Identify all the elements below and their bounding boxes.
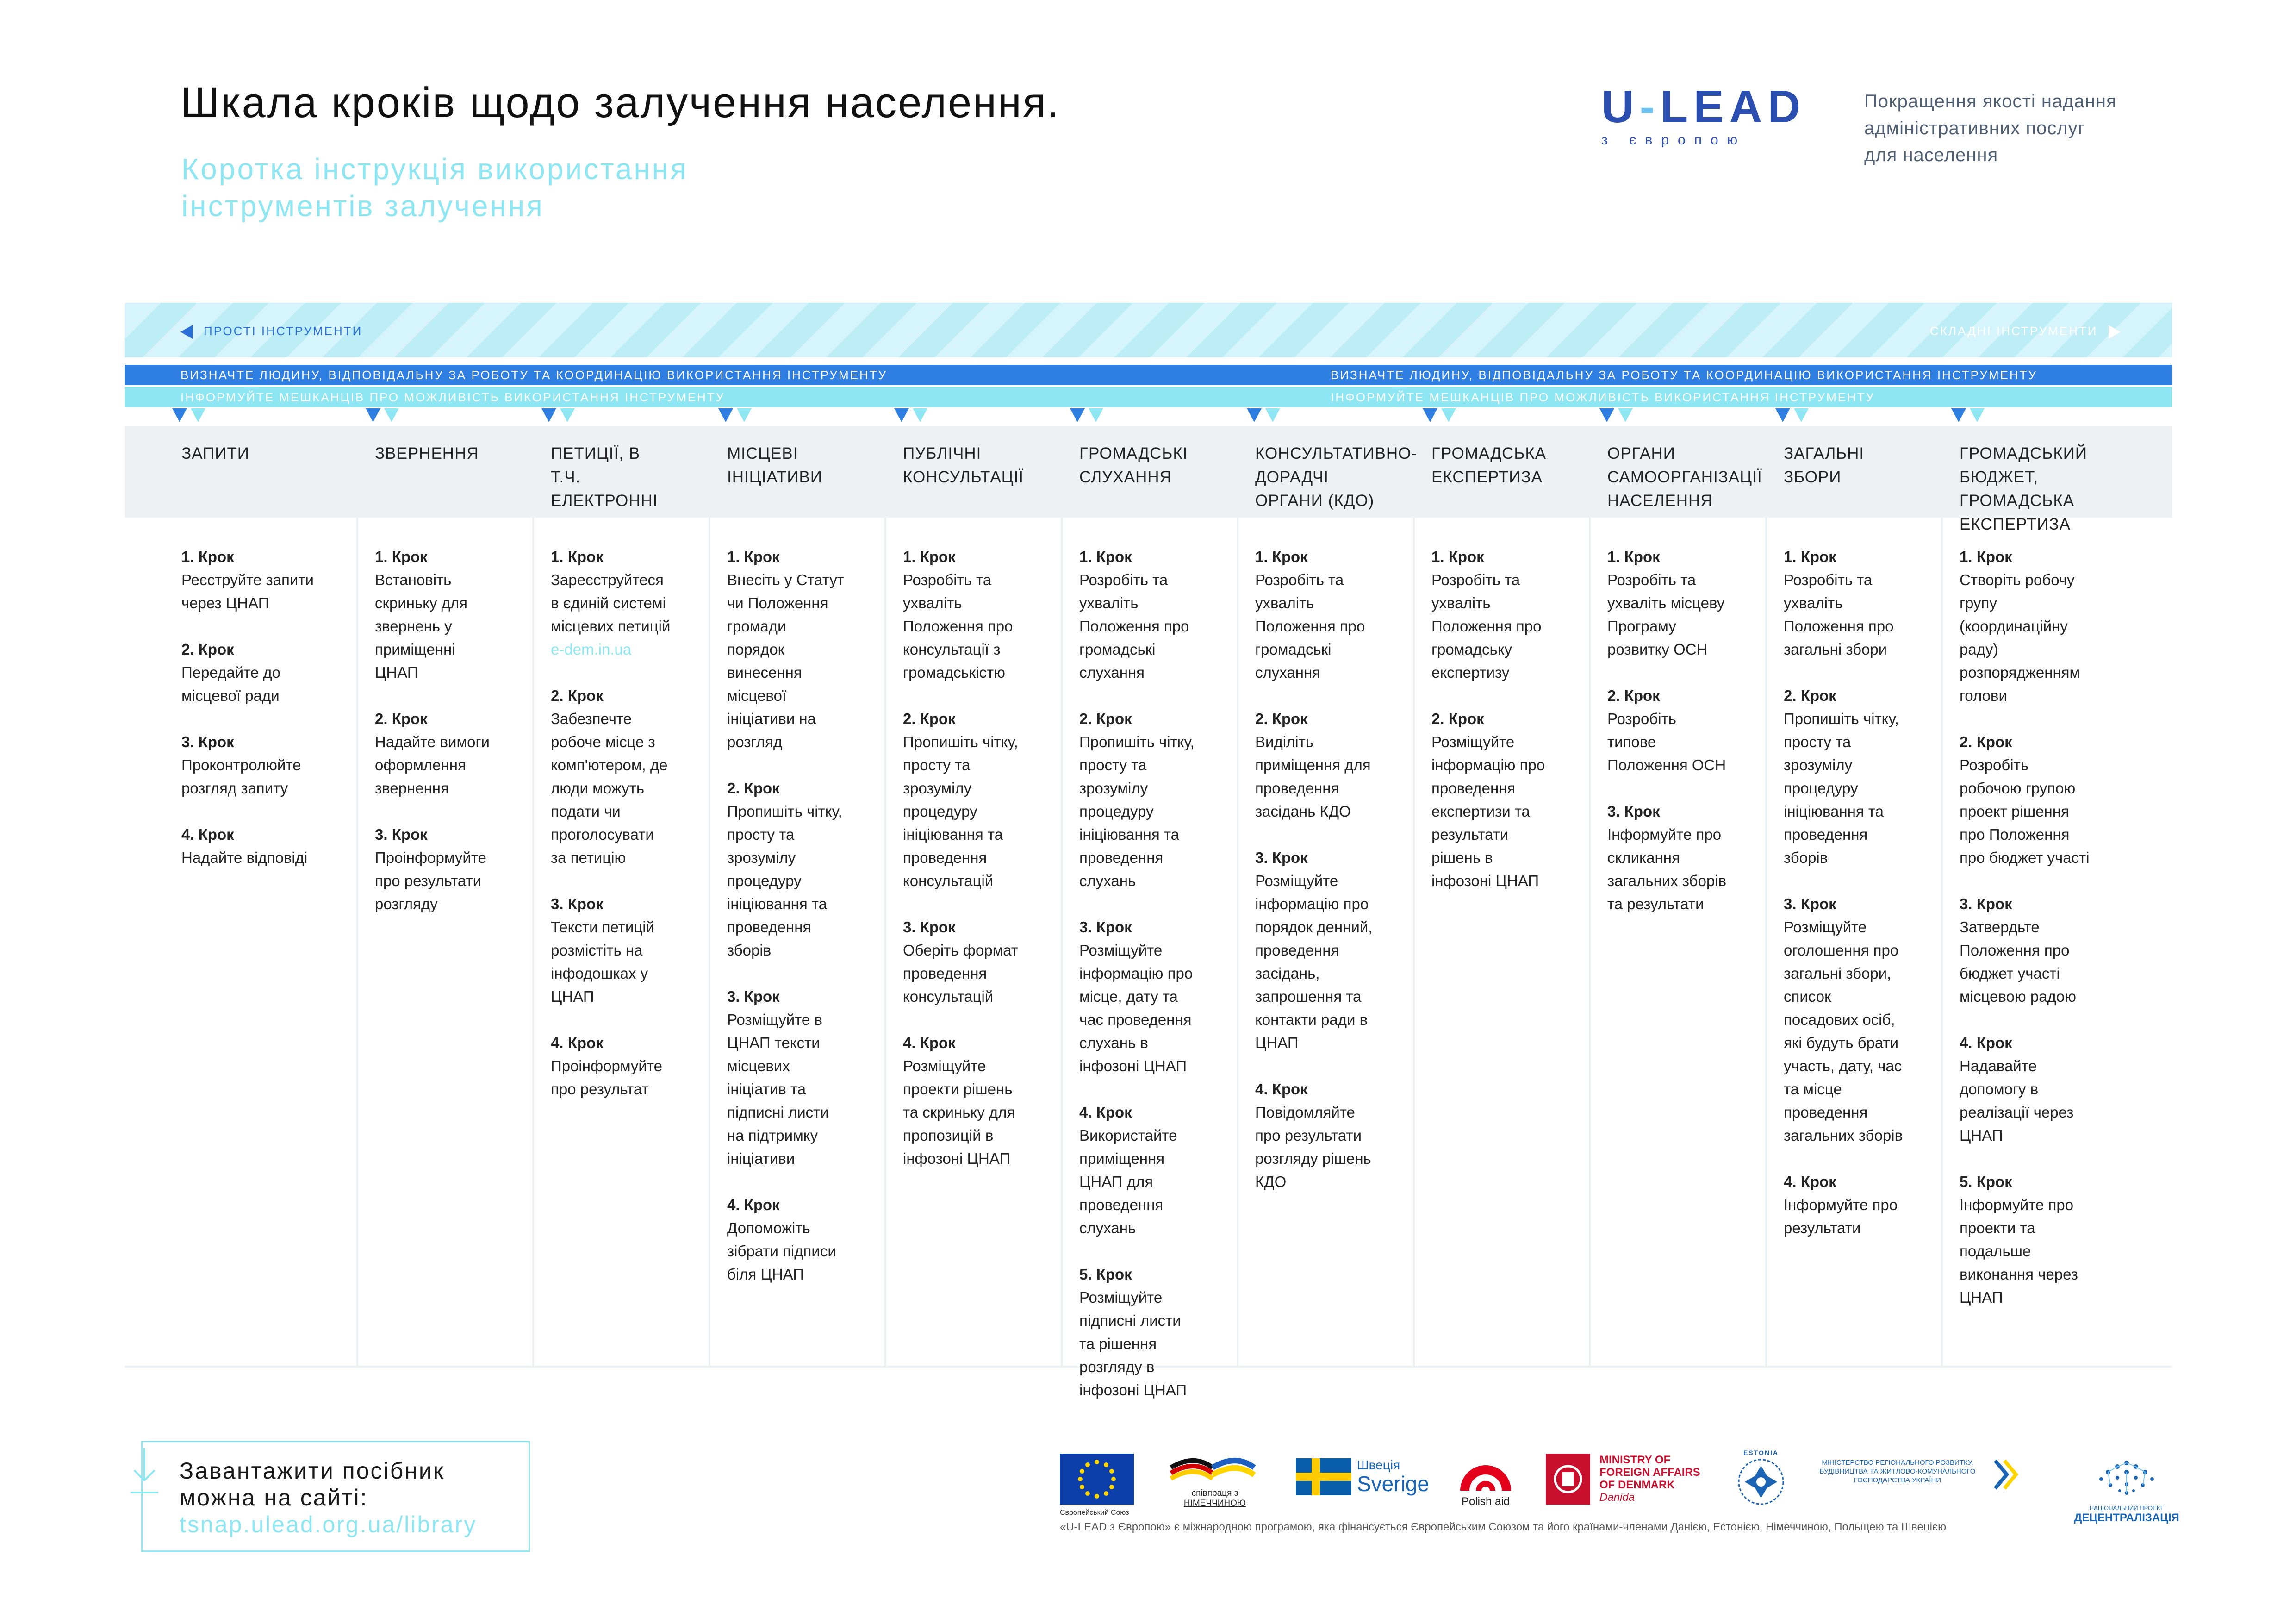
marker-blue: [172, 408, 187, 422]
ulead-logo-sub: з європою: [1601, 132, 1747, 148]
step: 1. Крок Зареєструйтеся в єдиній системі місцевих петицій e-dem.in.ua: [551, 548, 671, 658]
estonia-logo: ESTONIA: [1731, 1449, 1791, 1507]
marker-blue: [1247, 408, 1262, 422]
sweden-logo: Швеція Sverige: [1296, 1458, 1435, 1495]
marker-blue: [1423, 408, 1437, 422]
step: 4. Крок Використайте приміщення ЦНАП для проведення слухань: [1079, 1104, 1177, 1237]
step: 3. Крок Інформуйте про скликання загальних зборів та результати: [1607, 803, 1727, 912]
step: 1. Крок Розробіть та ухваліть Положення про загальні збори: [1784, 548, 1894, 658]
download-text: Завантажити посібник можна на сайті:: [180, 1458, 445, 1511]
step: 3. Крок Затвердьте Положення про бюджет участі місцевою радою: [1960, 895, 2076, 1005]
step: 4. Крок Надавайте допомогу в реалізації через ЦНАП: [1960, 1034, 2074, 1144]
step: 2. Крок Пропишіть чітку, просту та зрозумілу процедуру ініціювання та проведення слухань: [1079, 710, 1195, 889]
column-header: ГРОМАДСЬКА ЕКСПЕРТИЗА: [1431, 444, 1547, 486]
marker-blue: [1951, 408, 1966, 422]
step: 3. Крок Проінформуйте про результати розгляду: [375, 826, 486, 912]
step: 1. Крок Розробіть та ухваліть Положення про громадські слухання: [1079, 548, 1189, 681]
tool-column-petitions: [494, 426, 670, 1366]
tool-column-general-meetings: [1727, 426, 1903, 1366]
step: 4. Крок Надайте відповіді: [181, 826, 308, 866]
complexity-scale-band: [125, 303, 2172, 357]
marker-cyan: [1089, 408, 1103, 422]
edem-link[interactable]: e-dem.in.ua: [551, 641, 632, 658]
inform-residents-bar: [125, 387, 2172, 407]
column-header: ПУБЛІЧНІ КОНСУЛЬТАЦІЇ: [903, 444, 1024, 486]
step: 4. Крок Розміщуйте проекти рішень та скриньку для пропозицій в інфозоні ЦНАП: [903, 1034, 1015, 1167]
step: 2. Крок Передайте до місцевої ради: [181, 641, 280, 704]
step: 3. Крок Розміщуйте оголошення про загальні збори, список посадових осіб, які будуть брати участь, дату, час та місце проведення загальних зборів: [1784, 895, 1903, 1144]
arrow-left-icon: [180, 325, 193, 339]
step: 3. Крок Розміщуйте в ЦНАП тексти місцевих ініціатив та підписні листи на підтримку ініціативи: [727, 988, 829, 1167]
column-header: ГРОМАДСЬКІ СЛУХАННЯ: [1079, 444, 1188, 486]
step: 2. Крок Пропишіть чітку, просту та зрозумілу процедуру ініціювання та проведення консультацій: [903, 710, 1018, 889]
step: 2. Крок Забезпечте робоче місце з комп'ютером, де люди можуть подати чи проголосувати за петицію: [551, 687, 668, 866]
step: 1. Крок Створіть робочу групу (координаційну раду) розпорядженням голови: [1960, 548, 2080, 704]
step: 1. Крок Встановіть скриньку для звернень у приміщенні ЦНАП: [375, 548, 467, 681]
step: 4. Крок Допоможіть зібрати підписи біля ЦНАП: [727, 1196, 836, 1283]
page-subtitle: Коротка інструкція використання інструментів залучення: [181, 152, 688, 223]
polish-aid-logo: Polish aid: [1456, 1454, 1516, 1508]
eu-logo: Європейський Союз: [1060, 1454, 1136, 1517]
step: 2. Крок Розміщуйте інформацію про проведення експертизи та результати рішень в інфозоні ЦНАП: [1431, 710, 1545, 889]
step: 3. Крок Проконтролюйте розгляд запиту: [181, 733, 301, 797]
column-header: ЗАПИТИ: [125, 426, 356, 518]
marker-cyan: [191, 408, 205, 422]
column-header: КОНСУЛЬТАТИВНО-ДОРАДЧІ ОРГАНИ (КДО): [1255, 444, 1417, 510]
inform-residents-text-left: ІНФОРМУЙТЕ МЕШКАНЦІВ ПРО МОЖЛИВІСТЬ ВИКОРИСТАННЯ ІНСТРУМЕНТУ: [180, 390, 725, 404]
step: 2. Крок Виділіть приміщення для проведення засідань КДО: [1255, 710, 1371, 820]
marker-cyan: [1618, 408, 1633, 422]
step: 3. Крок Оберіть формат проведення консультацій: [903, 918, 1018, 1005]
marker-blue: [894, 408, 909, 422]
step: 4. Крок Інформуйте про результати: [1784, 1173, 1898, 1237]
column-header: ГРОМАДСЬКИЙ БЮДЖЕТ, ГРОМАДСЬКА ЕКСПЕРТИЗА: [1960, 444, 2088, 533]
column-header: ЗАГАЛЬНІ ЗБОРИ: [1784, 444, 1865, 486]
step: 2. Крок Розробіть типове Положення ОСН: [1607, 687, 1726, 774]
footer-note: «U-LEAD з Європою» є міжнародною програмою, яка фінансується Європейським Союзом та його країнами-членами Данією, Естонією, Німеччиною, Польщею та Швецією: [1060, 1521, 1947, 1533]
marker-blue: [366, 408, 380, 422]
responsible-person-text-left: ВИЗНАЧТЕ ЛЮДИНУ, ВІДПОВІДАЛЬНУ ЗА РОБОТУ ТА КООРДИНАЦІЮ ВИКОРИСТАННЯ ІНСТРУМЕНТУ: [180, 368, 888, 382]
page-title: Шкала кроків щодо залучення населення.: [180, 79, 1061, 126]
step: 3. Крок Розміщуйте інформацію про місце, дату та час проведення слухань в інфозоні ЦНАП: [1079, 918, 1193, 1074]
arrow-right-icon: [2109, 325, 2121, 339]
tool-column-local-initiatives: [671, 426, 846, 1366]
ministry-regional-dev-logo: МІНІСТЕРСТВО РЕГІОНАЛЬНОГО РОЗВИТКУ, БУДІВНИЦТВА ТА ЖИТЛОВО-КОМУНАЛЬНОГО ГОСПОДАРСТВА УКРАЇНИ: [1805, 1458, 2022, 1491]
step: 1. Крок Розробіть та ухваліть Положення про громадську експертизу: [1431, 548, 1542, 681]
marker-cyan: [1970, 408, 1985, 422]
marker-cyan: [384, 408, 399, 422]
germany-cooperation-logo: співпраця з НІМЕЧЧИНОЮ: [1166, 1454, 1263, 1509]
step: 2. Крок Пропишіть чітку, просту та зрозумілу процедуру ініціювання та проведення зборів: [1784, 687, 1899, 866]
step: 1. Крок Розробіть та ухваліть місцеву Програму розвитку ОСН: [1607, 548, 1725, 658]
column-header: ПЕТИЦІЇ, В Т.Ч. ЕЛЕКТРОННІ: [551, 444, 658, 510]
step: 5. Крок Розміщуйте підписні листи та рішення розгляду в інфозоні ЦНАП: [1079, 1266, 1187, 1399]
download-link[interactable]: tsnap.ulead.org.ua/library: [180, 1512, 477, 1537]
tool-column-public-expertise: [1375, 426, 1551, 1366]
step: 4. Крок Проінформуйте про результат: [551, 1034, 662, 1098]
column-header: ЗВЕРНЕННЯ: [375, 444, 479, 462]
marker-blue: [1070, 408, 1085, 422]
step: 3. Крок Розміщуйте інформацію про порядок денний, проведення засідань, запрошення та контакти ради в ЦНАП: [1255, 849, 1373, 1051]
column-header: ОРГАНИ САМООРГАНІЗАЦІЇ НАСЕЛЕННЯ: [1607, 444, 1762, 510]
denmark-mfa-logo: MINISTRY OF FOREIGN AFFAIRS OF DENMARK Danida: [1546, 1454, 1722, 1505]
decentralization-logo: НАЦІОНАЛЬНИЙ ПРОЕКТ ДЕЦЕНТРАЛІЗАЦІЯ: [2069, 1454, 2184, 1524]
tool-column-public-consultations: [846, 426, 1022, 1366]
responsible-person-text-right: ВИЗНАЧТЕ ЛЮДИНУ, ВІДПОВІДАЛЬНУ ЗА РОБОТУ ТА КООРДИНАЦІЮ ВИКОРИСТАННЯ ІНСТРУМЕНТУ: [1331, 368, 2038, 382]
marker-cyan: [1794, 408, 1809, 422]
marker-cyan: [737, 408, 752, 422]
step: 3. Крок Тексти петицій розмістіть на інфодошках у ЦНАП: [551, 895, 655, 1005]
download-icon: [131, 1448, 158, 1494]
marker-cyan: [1441, 408, 1456, 422]
step: 2. Крок Пропишіть чітку, просту та зрозумілу процедуру ініціювання та проведення зборів: [727, 780, 842, 959]
tool-column-public-hearings: [1023, 426, 1199, 1399]
marker-cyan: [560, 408, 575, 422]
step: 2. Крок Надайте вимоги оформлення звернення: [375, 710, 490, 797]
tool-column-self-organization: [1551, 426, 1762, 1366]
marker-cyan: [913, 408, 927, 422]
step: 1. Крок Розробіть та ухваліть Положення про консультації з громадськістю: [903, 548, 1013, 681]
tool-column-appeals: [318, 426, 494, 1366]
tool-column-advisory-bodies: [1199, 426, 1417, 1366]
complex-tools-label: СКЛАДНІ ІНСТРУМЕНТИ: [1930, 324, 2121, 339]
step: 1. Крок Реєструйте запити через ЦНАП: [181, 548, 314, 612]
inform-residents-text-right: ІНФОРМУЙТЕ МЕШКАНЦІВ ПРО МОЖЛИВІСТЬ ВИКОРИСТАННЯ ІНСТРУМЕНТУ: [1331, 390, 1875, 404]
marker-blue: [718, 408, 733, 422]
column-header: МІСЦЕВІ ІНІЦІАТИВИ: [727, 444, 822, 486]
tagline: Покращення якості надання адміністративних послуг для населення: [1864, 91, 2117, 165]
step: 4. Крок Повідомляйте про результати розгляду рішень КДО: [1255, 1081, 1371, 1190]
tool-column-participatory-budget: [1903, 426, 2097, 1366]
step: 1. Крок Внесіть у Статут чи Положення громади порядок винесення місцевої ініціативи на розгляд: [727, 548, 844, 750]
simple-tools-label: ПРОСТІ ІНСТРУМЕНТИ: [180, 324, 362, 339]
ulead-logo: U-LEAD з європою: [1601, 83, 1814, 148]
marker-blue: [1599, 408, 1614, 422]
step: 2. Крок Розробіть робочою групою проект рішення про Положення про бюджет участі: [1960, 733, 2090, 866]
marker-blue: [1775, 408, 1790, 422]
step: 5. Крок Інформуйте про проекти та подальше виконання через ЦНАП: [1960, 1173, 2078, 1306]
step: 1. Крок Розробіть та ухваліть Положення про громадські слухання: [1255, 548, 1365, 681]
responsible-person-bar: [125, 365, 2172, 385]
marker-blue: [541, 408, 556, 422]
marker-cyan: [1265, 408, 1280, 422]
